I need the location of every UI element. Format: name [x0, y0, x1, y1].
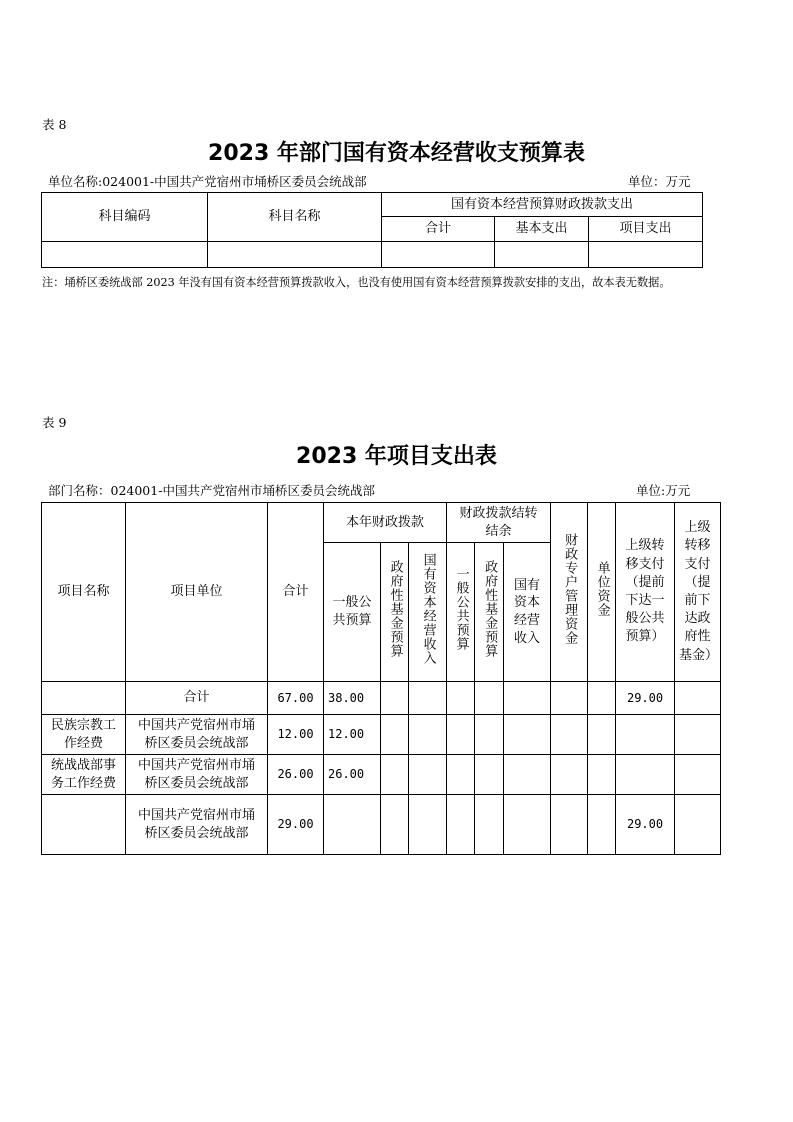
table-row — [42, 242, 703, 268]
table9-label: 表 9 — [42, 415, 67, 430]
header-carry-fund: 政府性基金预算 — [475, 543, 504, 682]
header-gov-fund: 政府性基金预算 — [381, 543, 409, 682]
header-total: 合计 — [382, 217, 495, 242]
header-basic: 基本支出 — [495, 217, 589, 242]
header-carry-capital: 国有资本经营收入 — [504, 543, 551, 682]
table9-unit: 单位:万元 — [636, 483, 691, 498]
header-item-name: 项目名称 — [42, 503, 126, 682]
table-row: 合计 67.00 38.00 29.00 — [42, 682, 721, 715]
table9-title: 2023 年项目支出表 — [296, 444, 497, 469]
header-name: 科目名称 — [208, 193, 382, 242]
header-item-unit: 项目单位 — [126, 503, 268, 682]
header-group: 国有资本经营预算财政拨款支出 — [382, 193, 703, 217]
header-special: 财政专户管理资金 — [551, 503, 588, 682]
header-carry-group: 财政拨款结转结余 — [447, 503, 551, 543]
header-general: 一般公共预算 — [324, 543, 381, 682]
table-row: 民族宗教工作经费 中国共产党宿州市埇桥区委员会统战部 12.00 12.00 — [42, 715, 721, 755]
header-current-group: 本年财政拨款 — [324, 503, 447, 543]
table8 — [41, 192, 703, 268]
header-carry-general: 一般公共预算 — [447, 543, 475, 682]
header-state-capital: 国有资本经营收入 — [409, 543, 447, 682]
table8-label: 表 8 — [42, 117, 67, 132]
header-project: 项目支出 — [589, 217, 703, 242]
table8-title: 2023 年部门国有资本经营收支预算表 — [208, 141, 585, 166]
header-code: 科目编码 — [42, 193, 208, 242]
table-row: 统战战部事务工作经费 中国共产党宿州市埇桥区委员会统战部 26.00 26.00 — [42, 755, 721, 795]
table-row: 中国共产党宿州市埇桥区委员会统战部 29.00 29.00 — [42, 795, 721, 855]
table9-dept-name: 部门名称：024001-中国共产党宿州市埇桥区委员会统战部 — [48, 483, 375, 498]
header-upper-general: 上级转移支付（提前下达一般公共预算） — [616, 503, 675, 682]
table8-unit-name: 单位名称:024001-中国共产党宿州市埇桥区委员会统战部 — [48, 174, 367, 189]
table8-note: 注：埇桥区委统战部 2023 年没有国有资本经营预算拨款收入，也没有使用国有资本经营预算拨款安排的支出，故本表无数据。 — [42, 276, 671, 289]
table9 — [41, 502, 721, 855]
table8-unit: 单位：万元 — [628, 174, 691, 189]
header-unit-fund: 单位资金 — [588, 503, 616, 682]
header-upper-fund: 上级转移支付（提前下达政府性基金） — [675, 503, 721, 682]
header-total: 合计 — [268, 503, 324, 682]
